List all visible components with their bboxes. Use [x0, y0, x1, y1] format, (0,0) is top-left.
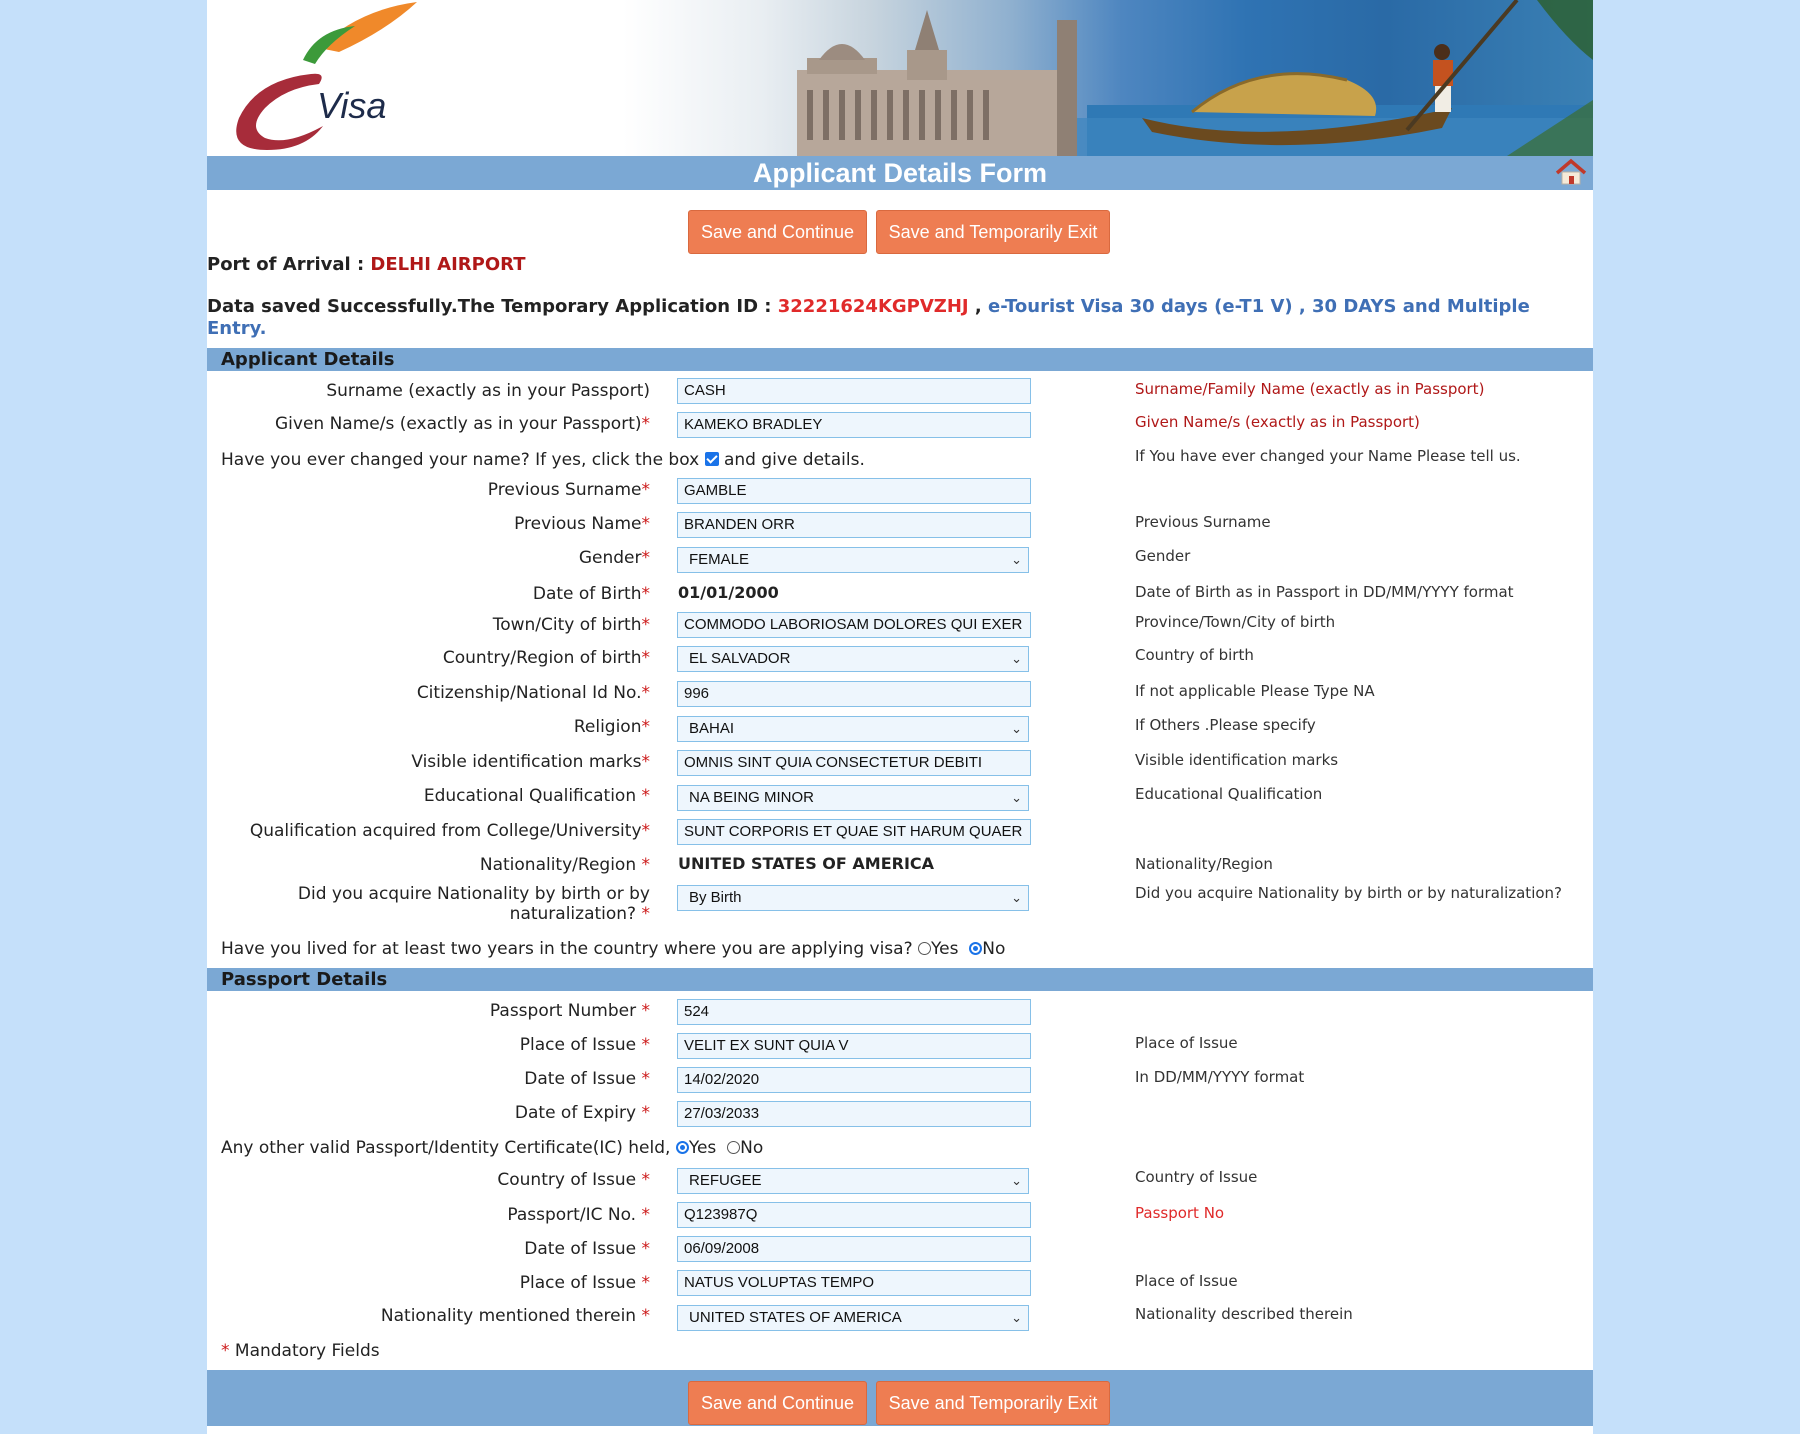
college-input[interactable]: SUNT CORPORIS ET QUAE SIT HARUM QUAER — [677, 819, 1031, 845]
label-text: Previous Surname — [487, 480, 642, 500]
label-text: Visible identification marks — [411, 752, 642, 772]
required-star: * — [641, 1001, 650, 1021]
date-of-expiry-input[interactable]: 27/03/2033 — [677, 1101, 1031, 1127]
passport-number-label — [490, 1001, 650, 1021]
surname-label — [326, 381, 650, 401]
label-text: Date of Birth — [532, 584, 642, 604]
chevron-down-icon: ⌄ — [1011, 790, 1022, 805]
required-star: * — [641, 1273, 650, 1293]
visa-type: e-Tourist Visa 30 days (e-T1 V) , 30 DAYS and Multiple — [988, 296, 1530, 317]
date-of-issue-input[interactable]: 14/02/2020 — [677, 1067, 1031, 1093]
ic-nationality-label — [381, 1306, 650, 1326]
identification-marks-label — [411, 752, 650, 772]
required-star: * — [641, 1103, 650, 1123]
religion-select[interactable] — [677, 716, 1029, 742]
label-text: Gender — [578, 548, 642, 568]
required-star: * — [641, 548, 650, 568]
save-status-message — [207, 296, 1587, 340]
ic-country-hint: Country of Issue — [1135, 1168, 1258, 1186]
place-of-issue-input[interactable]: VELIT EX SUNT QUIA V — [677, 1033, 1031, 1059]
ic-place-of-issue-label — [520, 1273, 650, 1293]
label-text: Town/City of birth — [492, 615, 642, 635]
passport-number-input[interactable]: 524 — [677, 999, 1031, 1025]
given-name-hint: Given Name/s (exactly as in Passport) — [1135, 413, 1420, 431]
label-text: Surname (exactly as in your Passport) — [326, 381, 650, 401]
education-hint: Educational Qualification — [1135, 785, 1323, 803]
college-label — [250, 821, 650, 841]
select-value: BAHAI — [689, 720, 735, 737]
label-text: Educational Qualification — [423, 786, 637, 806]
identification-marks-hint: Visible identification marks — [1135, 751, 1339, 769]
label-text: Nationality/Region — [479, 855, 637, 875]
other-passport-no-radio[interactable] — [727, 1141, 740, 1154]
changed-name-checkbox[interactable] — [705, 452, 719, 466]
changed-name-hint: If You have ever changed your Name Please tell us. — [1135, 447, 1521, 465]
gender-label — [579, 548, 650, 568]
label-text: Date of Issue — [524, 1239, 637, 1259]
changed-name-question — [221, 450, 865, 470]
label-text: Previous Name — [514, 514, 642, 534]
date-of-issue-hint: In DD/MM/YYYY format — [1135, 1068, 1305, 1086]
ic-nationality-hint: Nationality described therein — [1135, 1305, 1353, 1323]
national-id-label — [417, 683, 650, 703]
page-title: Applicant Details Form — [752, 158, 1048, 188]
save-exit-button-top[interactable]: Save and Temporarily Exit — [876, 210, 1110, 254]
status-text: Data saved Successfully.The Temporary Application ID : — [207, 296, 772, 317]
required-star: * — [641, 904, 650, 924]
required-star: * — [641, 786, 650, 806]
ic-place-of-issue-input[interactable]: NATUS VOLUPTAS TEMPO — [677, 1270, 1031, 1296]
acquire-nationality-hint: Did you acquire Nationality by birth or by naturalization? — [1135, 884, 1563, 902]
ic-country-label — [497, 1170, 650, 1190]
changed-text-b: and give details. — [723, 450, 865, 470]
country-of-birth-label — [443, 648, 650, 668]
previous-name-hint: Previous Surname — [1135, 513, 1271, 531]
label-text: Place of Issue — [519, 1273, 637, 1293]
country-of-birth-select[interactable] — [677, 646, 1029, 672]
question-text: Have you lived for at least two years in the country where you are applying visa? — [221, 939, 913, 959]
ic-country-select[interactable] — [677, 1168, 1029, 1194]
label-text: Date of Issue — [524, 1069, 637, 1089]
other-passport-yes-radio[interactable] — [676, 1141, 689, 1154]
required-star: * — [641, 855, 650, 875]
place-of-issue-label — [520, 1035, 650, 1055]
label-text: Did you acquire Nationality by birth or by — [297, 884, 650, 904]
other-passport-question — [221, 1138, 763, 1158]
ic-number-label — [507, 1205, 650, 1225]
select-value: UNITED STATES OF AMERICA — [689, 1309, 902, 1326]
country-of-birth-hint: Country of birth — [1135, 646, 1254, 664]
lived-no-radio[interactable] — [969, 942, 982, 955]
mandatory-text: Mandatory Fields — [234, 1341, 380, 1361]
label-text: Place of Issue — [519, 1035, 637, 1055]
save-exit-button-bottom[interactable]: Save and Temporarily Exit — [876, 1381, 1110, 1425]
town-of-birth-hint: Province/Town/City of birth — [1135, 613, 1336, 631]
mandatory-note — [221, 1341, 380, 1361]
ic-place-of-issue-hint: Place of Issue — [1135, 1272, 1238, 1290]
previous-surname-label — [488, 480, 650, 500]
required-star: * — [641, 615, 650, 635]
acquire-nationality-select[interactable] — [677, 885, 1029, 911]
chevron-down-icon: ⌄ — [1011, 552, 1022, 567]
required-star: * — [641, 480, 650, 500]
required-star: * — [221, 1341, 230, 1361]
required-star: * — [641, 648, 650, 668]
label-text: Passport/IC No. — [507, 1205, 637, 1225]
application-id: 32221624KGPVZHJ — [777, 296, 969, 317]
ic-date-of-issue-input[interactable]: 06/09/2008 — [677, 1236, 1031, 1262]
nationality-value: UNITED STATES OF AMERICA — [678, 854, 935, 873]
required-star: * — [641, 1306, 650, 1326]
port-label: Port of Arrival : — [207, 254, 365, 275]
section-title: Applicant Details — [221, 349, 395, 370]
label-text: Nationality mentioned therein — [380, 1306, 637, 1326]
required-star: * — [641, 1205, 650, 1225]
passport-details-header — [207, 968, 1593, 991]
label-text: Country/Region of birth — [442, 648, 642, 668]
home-button[interactable] — [1555, 158, 1587, 188]
select-value: REFUGEE — [689, 1172, 762, 1189]
place-of-issue-hint: Place of Issue — [1135, 1034, 1238, 1052]
status-separator: , — [974, 296, 982, 317]
date-of-expiry-label — [515, 1103, 650, 1123]
town-of-birth-label — [493, 615, 650, 635]
required-star: * — [641, 821, 650, 841]
dob-hint: Date of Birth as in Passport in DD/MM/YYYY format — [1135, 583, 1514, 601]
changed-text-a: Have you ever changed your name? If yes, click the box — [221, 450, 700, 470]
required-star: * — [641, 1170, 650, 1190]
ic-number-input[interactable]: Q123987Q — [677, 1202, 1031, 1228]
town-of-birth-input[interactable]: COMMODO LABORIOSAM DOLORES QUI EXER — [677, 612, 1031, 638]
applicant-details-header — [207, 348, 1593, 371]
label-text: Passport Number — [489, 1001, 637, 1021]
no-label: No — [740, 1138, 764, 1158]
logo-text: Visa — [317, 85, 387, 126]
given-name-label — [275, 414, 650, 434]
yes-label: Yes — [931, 939, 959, 959]
acquire-nationality-label — [298, 884, 650, 924]
save-continue-button-top[interactable]: Save and Continue — [688, 210, 867, 254]
save-continue-button-bottom[interactable]: Save and Continue — [688, 1381, 867, 1425]
surname-input[interactable]: CASH — [677, 378, 1031, 404]
label-text: Given Name/s (exactly as in your Passport) — [274, 414, 642, 434]
lived-yes-radio[interactable] — [918, 942, 931, 955]
label-text: Country of Issue — [497, 1170, 637, 1190]
required-star: * — [641, 1239, 650, 1259]
chevron-down-icon: ⌄ — [1011, 890, 1022, 905]
ic-date-of-issue-label — [524, 1239, 650, 1259]
home-icon — [1555, 158, 1587, 186]
yes-label: Yes — [688, 1138, 717, 1158]
title-bar — [207, 156, 1593, 190]
required-star: * — [641, 414, 650, 434]
dob-value: 01/01/2000 — [678, 583, 779, 602]
required-star: * — [641, 584, 650, 604]
no-label: No — [982, 939, 1006, 959]
visa-type-entry: Entry. — [207, 318, 267, 339]
port-of-arrival — [207, 254, 525, 275]
label-text: Religion — [573, 717, 642, 737]
lived-two-years-question — [221, 939, 1005, 959]
section-title: Passport Details — [221, 969, 388, 990]
ic-number-hint: Passport No — [1135, 1204, 1225, 1222]
religion-hint: If Others .Please specify — [1135, 716, 1316, 734]
surname-hint: Surname/Family Name (exactly as in Passport) — [1135, 380, 1485, 398]
port-value: DELHI AIRPORT — [370, 254, 526, 275]
evisa-logo — [227, 0, 417, 150]
select-value: NA BEING MINOR — [689, 789, 815, 806]
select-value: FEMALE — [689, 551, 750, 568]
required-star: * — [641, 1069, 650, 1089]
national-id-input[interactable]: 996 — [677, 681, 1031, 707]
required-star: * — [641, 717, 650, 737]
ic-nationality-select[interactable] — [677, 1305, 1029, 1331]
previous-name-label — [514, 514, 650, 534]
religion-label — [574, 717, 650, 737]
question-text: Any other valid Passport/Identity Certificate(IC) held, — [221, 1138, 671, 1158]
label-text: Qualification acquired from College/University — [249, 821, 642, 841]
education-select[interactable] — [677, 785, 1029, 811]
select-value: EL SALVADOR — [689, 650, 791, 667]
date-of-issue-label — [524, 1069, 650, 1089]
chevron-down-icon: ⌄ — [1011, 721, 1022, 736]
gender-hint: Gender — [1135, 547, 1191, 565]
chevron-down-icon: ⌄ — [1011, 1173, 1022, 1188]
nationality-hint: Nationality/Region — [1135, 855, 1273, 873]
given-name-input[interactable]: KAMEKO BRADLEY — [677, 412, 1031, 438]
label-text-line2: naturalization? — [509, 904, 637, 924]
required-star: * — [641, 514, 650, 534]
education-label — [424, 786, 650, 806]
required-star: * — [641, 752, 650, 772]
previous-surname-input[interactable]: GAMBLE — [677, 478, 1031, 504]
chevron-down-icon: ⌄ — [1011, 651, 1022, 666]
select-value: By Birth — [689, 889, 742, 906]
chevron-down-icon: ⌄ — [1011, 1310, 1022, 1325]
required-star: * — [641, 1035, 650, 1055]
page — [207, 0, 1593, 1434]
gender-select[interactable] — [677, 547, 1029, 573]
national-id-hint: If not applicable Please Type NA — [1135, 682, 1375, 700]
required-star: * — [641, 683, 650, 703]
dob-label — [533, 584, 650, 604]
label-text: Citizenship/National Id No. — [416, 683, 642, 703]
identification-marks-input[interactable]: OMNIS SINT QUIA CONSECTETUR DEBITI — [677, 750, 1031, 776]
label-text: Date of Expiry — [514, 1103, 637, 1123]
header-banner — [207, 0, 1593, 156]
nationality-label — [480, 855, 650, 875]
previous-name-input[interactable]: BRANDEN ORR — [677, 512, 1031, 538]
